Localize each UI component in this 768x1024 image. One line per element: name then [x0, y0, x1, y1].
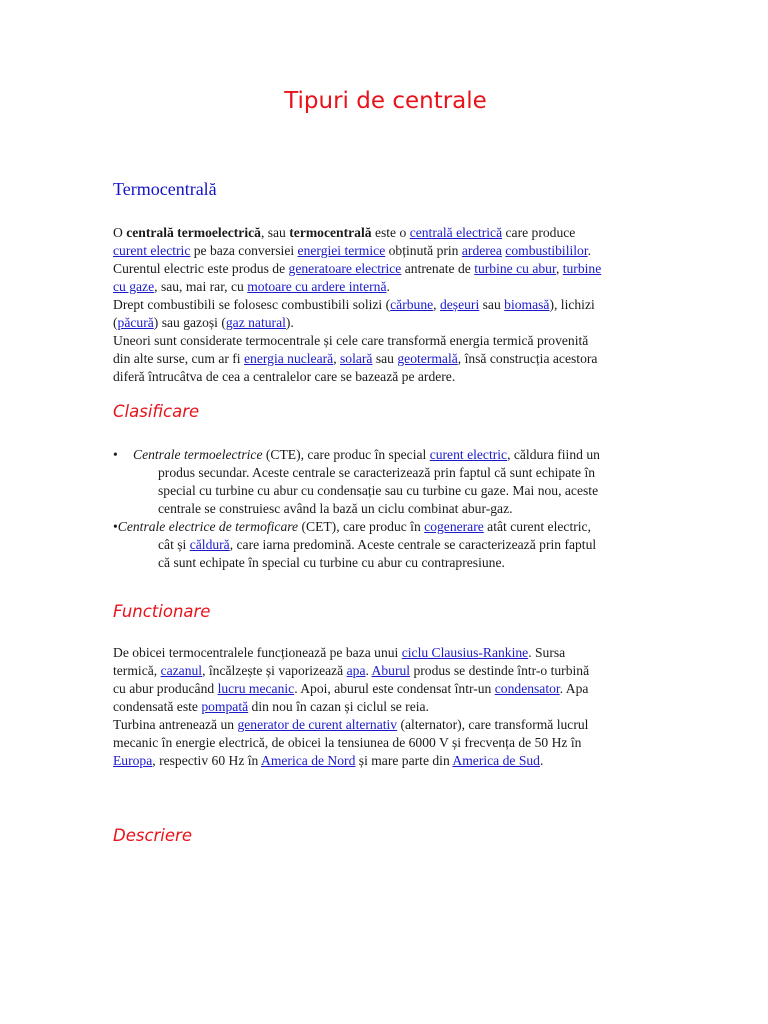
text-run: special cu turbine cu abur cu condensație sau cu turbine cu gaze. Mai nou, aceste	[158, 483, 599, 498]
paragraph-termocentrala	[113, 224, 658, 386]
text-run: Uneori sunt considerate termocentrale și cele care transformă energia termică provenită	[113, 333, 589, 348]
text-line	[113, 242, 658, 260]
inline-link[interactable]: lucru mecanic	[217, 681, 295, 696]
text-line	[113, 680, 658, 698]
text-run: , sau, mai rar, cu	[154, 279, 248, 294]
text-line	[113, 296, 658, 314]
text-run: (CET), care produc în	[298, 519, 425, 534]
text-run: , încălzește și vaporizează	[202, 663, 347, 678]
text-line	[113, 644, 658, 662]
page-title: Tipuri de centrale	[284, 88, 487, 114]
text-run: centrale se construiesc având la bază un ciclu combinat abur-gaz.	[158, 501, 513, 516]
text-run: din alte surse, cum ar fi	[113, 351, 244, 366]
text-run: condensată este	[113, 699, 202, 714]
inline-link[interactable]: biomasă	[504, 297, 550, 312]
inline-link[interactable]: deșeuri	[439, 297, 480, 312]
inline-link[interactable]: generatoare electrice	[288, 261, 402, 276]
text-run: obținută prin	[385, 243, 462, 258]
section-heading-functionare: Functionare	[113, 602, 211, 621]
text-run: .	[539, 753, 544, 768]
inline-link[interactable]: solară	[339, 351, 373, 366]
text-run: ).	[285, 315, 294, 330]
text-run: antrenate de	[401, 261, 475, 276]
text-line	[113, 314, 658, 332]
text-line	[113, 554, 658, 572]
text-line	[113, 368, 658, 386]
text-run: cât și	[158, 537, 190, 552]
inline-link[interactable]: geotermală	[397, 351, 458, 366]
text-line	[113, 716, 658, 734]
text-line	[113, 500, 658, 518]
text-run: ,	[555, 261, 563, 276]
inline-link[interactable]: apa	[346, 663, 366, 678]
inline-link[interactable]: Aburul	[371, 663, 411, 678]
text-run: produs se destinde într-o turbină	[410, 663, 590, 678]
text-run: , căldura fiind un	[507, 447, 600, 462]
inline-link[interactable]: păcură	[117, 315, 154, 330]
text-run: .	[365, 663, 372, 678]
text-run: Drept combustibili se folosesc combustibili solizi (	[113, 297, 391, 312]
text-run: ,	[433, 297, 440, 312]
bullet-icon: •	[113, 447, 118, 462]
section-heading-clasificare: Clasificare	[113, 402, 200, 421]
text-run: .	[386, 279, 390, 294]
text-run: (CTE), care produc în special	[262, 447, 430, 462]
inline-link[interactable]: turbine	[562, 261, 602, 276]
inline-link[interactable]: energiei termice	[297, 243, 386, 258]
inline-link[interactable]: centrală electrică	[409, 225, 503, 240]
inline-link[interactable]: America de Sud	[452, 753, 540, 768]
text-run: Curentul electric este produs de	[113, 261, 289, 276]
text-line	[113, 446, 658, 464]
text-run: (	[113, 315, 118, 330]
inline-link[interactable]: condensator	[494, 681, 560, 696]
text-run: atât curent electric,	[483, 519, 591, 534]
text-run: este o	[371, 225, 410, 240]
inline-link[interactable]: Europa	[113, 753, 153, 768]
paragraph-functionare	[113, 644, 658, 770]
text-run: sau	[479, 297, 505, 312]
inline-link[interactable]: combustibililor	[505, 243, 588, 258]
bold-term: termocentrală	[289, 225, 372, 240]
inline-link[interactable]: cazanul	[160, 663, 203, 678]
inline-link[interactable]: cărbune	[390, 297, 434, 312]
section-heading-termocentrala: Termocentrală	[113, 179, 217, 199]
text-run: termică,	[113, 663, 161, 678]
inline-link[interactable]: motoare cu ardere internă	[247, 279, 387, 294]
list-clasificare	[113, 446, 658, 572]
list-item	[113, 446, 658, 518]
text-line	[113, 332, 658, 350]
text-line	[113, 698, 658, 716]
inline-link[interactable]: cu gaze	[113, 279, 155, 294]
list-item	[113, 518, 658, 572]
italic-term: Centrale termoelectrice	[133, 447, 263, 462]
inline-link[interactable]: curent electric	[429, 447, 508, 462]
inline-link[interactable]: ciclu Clausius-Rankine	[401, 645, 529, 660]
text-run: .	[587, 243, 592, 258]
text-run: sau	[372, 351, 398, 366]
text-run: care produce	[502, 225, 576, 240]
inline-link[interactable]: cogenerare	[424, 519, 484, 534]
inline-link[interactable]: turbine cu abur	[474, 261, 556, 276]
section-heading-descriere: Descriere	[113, 826, 192, 845]
text-line	[113, 482, 658, 500]
inline-link[interactable]: gaz natural	[225, 315, 286, 330]
text-line	[113, 350, 658, 368]
text-run: pe baza conversiei	[190, 243, 298, 258]
bullet-icon: •	[113, 519, 118, 534]
text-line	[113, 224, 658, 242]
text-line	[113, 536, 658, 554]
italic-term: Centrale electrice de termoficare	[117, 519, 299, 534]
text-line	[113, 260, 658, 278]
text-run: , însă construcția acestora	[457, 351, 598, 366]
bold-term: centrală termoelectrică	[126, 225, 261, 240]
inline-link[interactable]: generator de curent alternativ	[237, 717, 398, 732]
inline-link[interactable]: curent electric	[113, 243, 191, 258]
text-run: (alternator), care transformă lucrul	[397, 717, 589, 732]
text-run: , care iarna predomină. Aceste centrale se caracterizează prin faptul	[229, 537, 597, 552]
text-run: ,	[333, 351, 340, 366]
text-run: produs secundar. Aceste centrale se caracterizează prin faptul că sunt echipate în	[158, 465, 596, 480]
text-run: ) sau gazoși (	[153, 315, 226, 330]
text-run: . Apa	[559, 681, 589, 696]
text-line	[113, 518, 658, 536]
text-line	[113, 734, 658, 752]
inline-link[interactable]: pompată	[201, 699, 249, 714]
inline-link[interactable]: energia nucleară	[244, 351, 334, 366]
text-line	[113, 278, 658, 296]
text-run: mecanic în energie electrică, de obicei la tensiunea de 6000 V și frecvența de 50 Hz în	[113, 735, 582, 750]
inline-link[interactable]: arderea	[461, 243, 502, 258]
text-run: De obicei termocentralele funcționează pe baza unui	[113, 645, 402, 660]
text-run: Turbina antrenează un	[113, 717, 238, 732]
text-run: din nou în cazan și ciclul se reia.	[248, 699, 429, 714]
text-run: O	[113, 225, 127, 240]
text-line	[113, 662, 658, 680]
text-run: , respectiv 60 Hz în	[152, 753, 261, 768]
text-run: și mare parte din	[355, 753, 453, 768]
text-run: , sau	[260, 225, 290, 240]
text-run: că sunt echipate în special cu turbine cu abur cu contrapresiune.	[158, 555, 505, 570]
text-run: cu abur producând	[113, 681, 218, 696]
inline-link[interactable]: America de Nord	[261, 753, 356, 768]
text-run: . Sursa	[528, 645, 566, 660]
text-line	[113, 464, 658, 482]
inline-link[interactable]: căldură	[189, 537, 230, 552]
text-run: ), lichizi	[549, 297, 595, 312]
text-run: diferă întrucâtva de cea a centralelor care se bazează pe ardere.	[113, 369, 456, 384]
text-run: . Apoi, aburul este condensat într-un	[294, 681, 495, 696]
text-line	[113, 752, 658, 770]
